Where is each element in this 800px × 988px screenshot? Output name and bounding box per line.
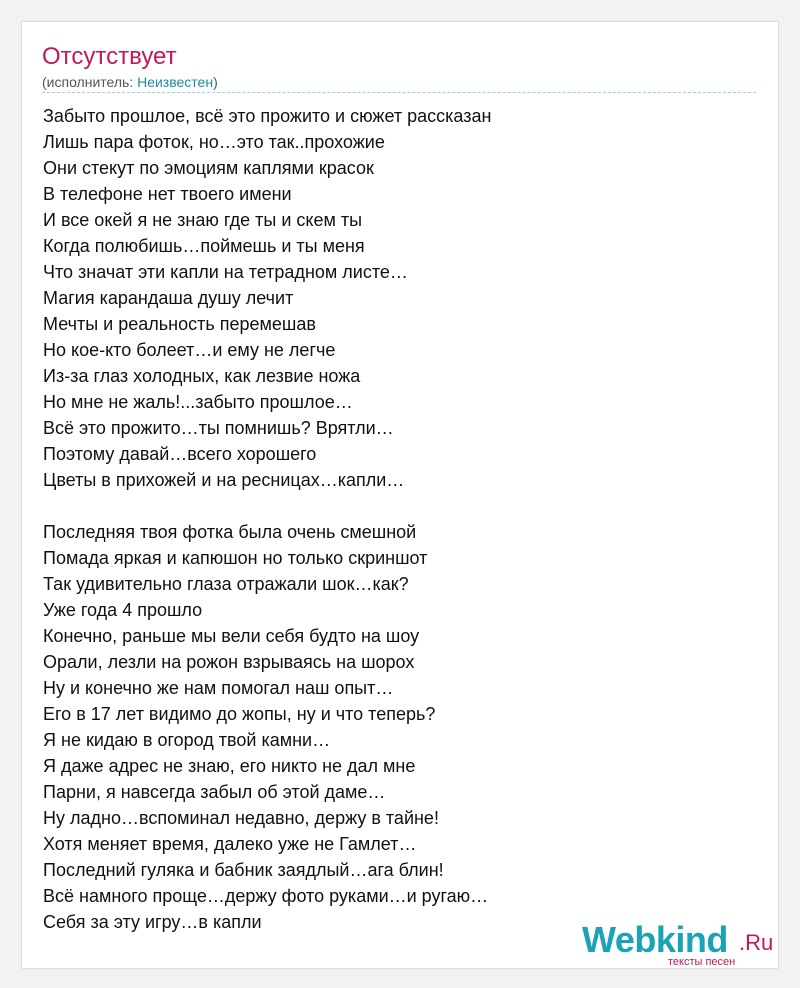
lyric-line: Забыто прошлое, всё это прожито и сюжет рассказан (43, 106, 492, 126)
lyric-line: Я даже адрес не знаю, его никто не дал мне (43, 756, 416, 776)
lyric-line: Ну и конечно же нам помогал наш опыт… (43, 678, 394, 698)
logo-brand: Webkind (582, 919, 728, 960)
logo-domain: .Ru (739, 930, 774, 955)
lyric-line: Конечно, раньше мы вели себя будто на шоу (43, 626, 420, 646)
lyric-line: Ну ладно…вспоминал недавно, держу в тайне! (43, 808, 439, 828)
lyrics-card (22, 22, 778, 968)
artist-prefix: (исполнитель: (42, 74, 138, 90)
lyric-line: И все окей я не знаю где ты и скем ты (43, 210, 363, 230)
logo-tagline: тексты песен (668, 956, 736, 968)
lyric-line: Уже года 4 прошло (43, 600, 203, 620)
artist-line (42, 72, 218, 92)
lyric-line: Лишь пара фоток, но…это так..прохожие (43, 132, 385, 152)
lyric-line: Они стекут по эмоциям каплями красок (43, 158, 374, 178)
dashed-divider (42, 92, 756, 93)
lyric-line: Магия карандаша душу лечит (43, 288, 294, 308)
lyric-line: Когда полюбишь…поймешь и ты меня (43, 236, 365, 256)
lyric-line: Но кое-кто болеет…и ему не легче (43, 340, 336, 360)
lyric-line: Что значат эти капли на тетрадном листе… (43, 262, 408, 282)
song-title: Отсутствует (42, 43, 177, 70)
lyric-line: Парни, я навсегда забыл об этой даме… (43, 782, 386, 802)
lyric-line: Всё намного проще…держу фото руками…и ругаю… (43, 886, 489, 906)
lyrics-body (43, 103, 757, 935)
lyric-line: Себя за эту игру…в капли (43, 912, 262, 932)
lyric-line: Поэтому давай…всего хорошего (43, 444, 317, 464)
lyric-line (43, 493, 757, 519)
lyric-line: Цветы в прихожей и на ресницах…капли… (43, 470, 405, 490)
lyric-line: Его в 17 лет видимо до жопы, ну и что теперь? (43, 704, 436, 724)
lyric-line: Но мне не жаль!...забыто прошлое… (43, 392, 353, 412)
lyric-line: Из-за глаз холодных, как лезвие ножа (43, 366, 361, 386)
lyric-line: Последний гуляка и бабник заядлый…ага блин! (43, 860, 444, 880)
lyric-line: Хотя меняет время, далеко уже не Гамлет… (43, 834, 417, 854)
lyric-line: Я не кидаю в огород твой камни… (43, 730, 331, 750)
lyric-line: Помада яркая и капюшон но только скриншот (43, 548, 428, 568)
artist-suffix: ) (213, 74, 218, 90)
lyric-line: Орали, лезли на рожон взрываясь на шорох (43, 652, 415, 672)
artist-link[interactable]: Неизвестен (137, 74, 214, 90)
lyric-line: Так удивительно глаза отражали шок…как? (43, 574, 409, 594)
lyric-line: Последняя твоя фотка была очень смешной (43, 522, 417, 542)
lyric-line: Всё это прожито…ты помнишь? Врятли… (43, 418, 394, 438)
lyric-line: В телефоне нет твоего имени (43, 184, 292, 204)
webkind-logo (582, 920, 782, 970)
lyric-line: Мечты и реальность перемешав (43, 314, 316, 334)
